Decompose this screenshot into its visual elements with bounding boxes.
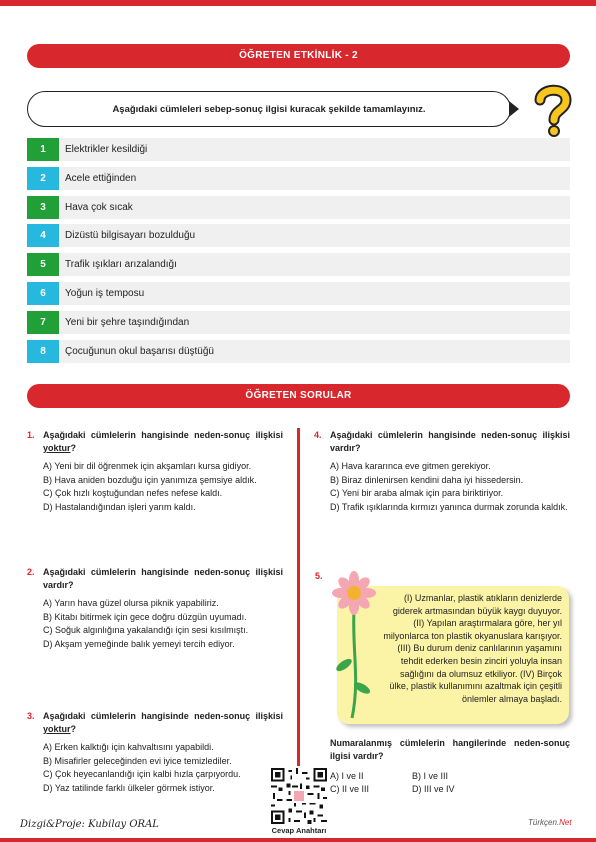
option-b[interactable]: B) I ve III	[412, 771, 449, 781]
passage-line: tehdit ederken besin zinciri yoluyla insan	[400, 655, 562, 666]
question-stem-emphasis: yoktur	[43, 442, 71, 453]
option-d[interactable]: D) III ve IV	[412, 783, 455, 794]
option-a[interactable]: A) Yarın hava güzel olursa piknik yapabiliriz.	[43, 598, 219, 608]
option-c[interactable]: C) Çok heyecanlandığı için kalbi hızla çarpıyordu.	[43, 769, 241, 779]
item-number: 5	[27, 253, 59, 276]
option-d[interactable]: D) Hastalandığından işleri yarım kaldı.	[43, 501, 196, 512]
question-3	[27, 710, 283, 795]
list-item	[27, 311, 570, 334]
option-a[interactable]: A) I ve II	[330, 771, 364, 781]
item-text: Yeni bir şehre taşındığından	[65, 316, 190, 328]
question-stem: Aşağıdaki cümlelerin hangisinde neden-sonuç ilişkisi	[43, 430, 283, 440]
list-item	[27, 138, 570, 161]
passage-line: (III) Bu durum deniz canlılarının yaşamını	[397, 643, 562, 654]
question-2	[27, 566, 283, 651]
option-a[interactable]: A) Erken kalktığı için kahvaltısını yapabildi.	[43, 742, 214, 752]
passage-line: (I) Uzmanlar, plastik atıkların denizlerde	[403, 593, 562, 603]
item-number: 4	[27, 224, 59, 247]
item-number: 2	[27, 167, 59, 190]
item-number: 3	[27, 196, 59, 219]
instruction-box: Aşağıdaki cümleleri sebep-sonuç ilgisi kuracak şekilde tamamlayınız.	[27, 91, 511, 127]
passage-line: önlemler almaya başladı.	[461, 693, 562, 704]
option-b[interactable]: B) Biraz dinlenirsen kendini daha iyi hissedersin.	[330, 474, 524, 485]
option-b[interactable]: B) Kitabı bitirmek için gece doğru düzgün uyumadı.	[43, 611, 247, 622]
author-credit: Dizgi&Proje: Kubilay ORAL	[20, 819, 159, 830]
item-number: 1	[27, 138, 59, 161]
qr-code-icon[interactable]	[270, 768, 328, 824]
option-c[interactable]: C) Soğuk algınlığına yakalandığı için sesi kısılmıştı.	[43, 625, 249, 635]
list-item	[27, 253, 570, 276]
item-text: Dizüstü bilgisayarı bozulduğu	[65, 230, 196, 242]
item-text: Yoğun iş temposu	[65, 287, 145, 299]
question-1	[27, 429, 283, 514]
item-text: Trafik ışıkları arızalandığı	[65, 259, 177, 271]
top-accent-bar	[0, 0, 596, 6]
bottom-accent-bar	[0, 838, 596, 842]
list-item	[27, 167, 570, 190]
question-number: 2.	[27, 567, 35, 577]
question-4	[314, 429, 570, 514]
question-stem-end: ?	[70, 723, 77, 734]
option-b[interactable]: B) Misafirler geleceğinden evi iyice temizlediler.	[43, 755, 232, 766]
question-mark-icon	[530, 82, 574, 138]
option-b[interactable]: B) Hava aniden bozduğu için yanımıza şemsiye aldık.	[43, 474, 257, 485]
item-text: Elektrikler kesildiği	[65, 144, 148, 155]
question-stem-end: ?	[70, 442, 77, 453]
option-a[interactable]: A) Yeni bir dil öğrenmek için akşamları kursa gidiyor.	[43, 461, 252, 471]
site-logo[interactable]	[528, 818, 572, 827]
question-5-options	[330, 770, 570, 795]
list-item	[27, 196, 570, 219]
item-text: Hava çok sıcak	[65, 201, 133, 213]
passage-line: ülke, plastik kullanımını azaltmak için çeşitli	[389, 681, 562, 692]
option-d[interactable]: D) Yaz tatilinde farklı ülkeler görmek istiyor.	[43, 782, 215, 793]
option-d[interactable]: D) Trafik ışıklarında kırmızı yanınca durmak zorunda kaldık.	[330, 501, 568, 512]
question-stem: Aşağıdaki cümlelerin hangisinde neden-sonuç ilişkisi	[43, 711, 283, 721]
list-item	[27, 282, 570, 305]
item-text: Çocuğunun okul başarısı düştüğü	[65, 345, 214, 357]
item-number: 6	[27, 282, 59, 305]
activity-title: ÖĞRETEN ETKİNLİK - 2	[27, 44, 570, 68]
list-item	[27, 224, 570, 247]
answer-key-label: Cevap Anahtarı	[271, 826, 327, 835]
questions-title: ÖĞRETEN SORULAR	[27, 384, 570, 408]
item-text: Acele ettiğinden	[65, 172, 137, 184]
option-c[interactable]: C) Çok hızlı koştuğundan nefes nefese kaldı.	[43, 488, 223, 498]
column-divider	[297, 428, 300, 766]
passage-text	[352, 592, 562, 705]
logo-main: Türkçen	[528, 818, 557, 827]
question-number: 4.	[314, 430, 322, 440]
passage-line: sağlığını da olumsuz etkiliyor. (IV) Birçok	[399, 668, 562, 679]
item-number: 8	[27, 340, 59, 363]
pointer-arrow-icon	[509, 101, 519, 117]
option-c[interactable]: C) II ve III	[330, 783, 370, 794]
question-number: 5.	[315, 571, 323, 581]
option-d[interactable]: D) Akşam yemeğinde balık yemeyi tercih ediyor.	[43, 638, 235, 649]
option-a[interactable]: A) Hava kararınca eve gitmen gerekiyor.	[330, 461, 491, 471]
question-number: 1.	[27, 430, 35, 440]
list-item	[27, 340, 570, 363]
passage-line: milyonlarca ton plastik okyanuslara karışıyor.	[383, 630, 562, 641]
option-c[interactable]: C) Yeni bir araba almak için para biriktiriyor.	[330, 488, 504, 498]
logo-ext: .Net	[556, 818, 572, 827]
question-stem: Aşağıdaki cümlelerin hangisinde neden-sonuç ilişkisi vardır?	[330, 430, 570, 453]
passage-line: giderek artmasından büyük kaygı duyuyor.	[392, 605, 562, 616]
question-stem-emphasis: yoktur	[43, 723, 71, 734]
question-stem: Aşağıdaki cümlelerin hangisinde neden-sonuç ilişkisi vardır?	[43, 567, 283, 590]
question-number: 3.	[27, 711, 35, 721]
question-5-stem: Numaralanmış cümlelerin hangilerinde neden-sonuç ilgisi vardır?	[330, 738, 570, 761]
passage-line: (II) Yapılan araştırmalara göre, her yıl	[413, 618, 562, 629]
cause-list	[27, 138, 570, 368]
item-number: 7	[27, 311, 59, 334]
